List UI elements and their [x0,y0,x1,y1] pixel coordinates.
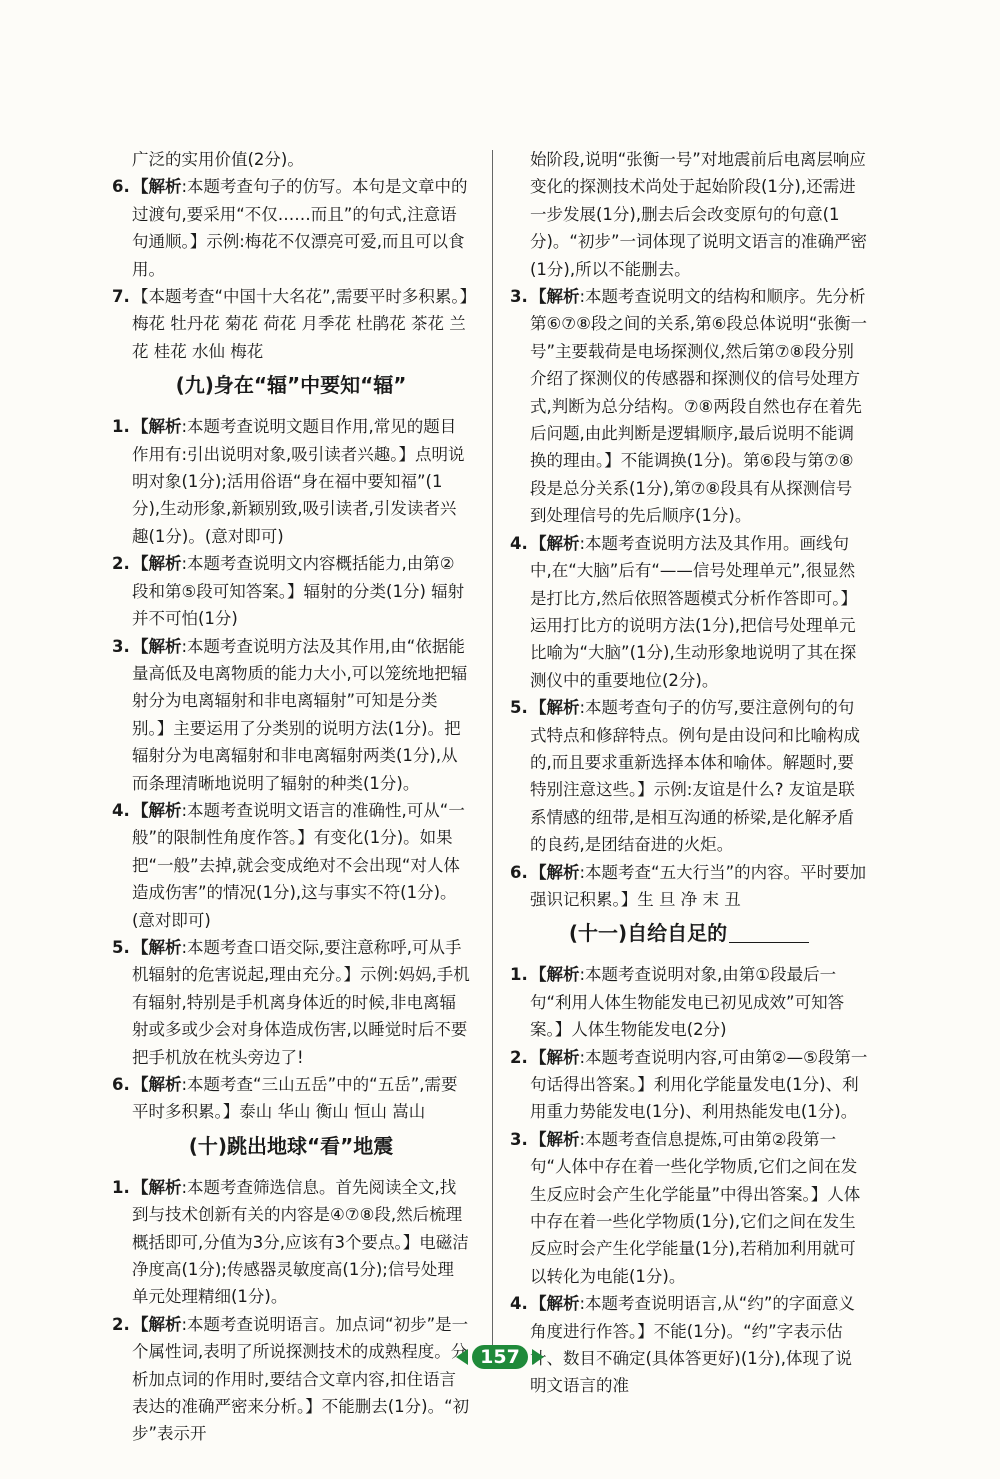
item-body: :本题考查说明文语言的准确性,可从“一般”的限制性角度作答。】有变化(1分)。如果把“一般”去掉,就会变成绝对不会出现“对人体造成伤害”的情况(1分),这与事实不符(1分)。(意对即可) [132,800,465,930]
item-body: :本题考查句子的仿写。本句是文章中的过渡句,要采用“不仅……而且”的句式,注意语句通顺。】示例:梅花不仅漂亮可爱,而且可以食用。 [132,177,468,279]
item-lead: 【解析 [530,698,580,718]
item-number: 4. [510,533,528,553]
answer-item [112,283,470,365]
item-body: :本题考查信息提炼,可由第②段第一句“人体中存在着一些化学物质,它们之间在发生反应时会产生化学能量”中得出答案。】人体中存在着一些化学物质(1分),它们之间在发生反应时会产生化学能量(1分),若稍加利用就可以转化为电能(1分)。 [530,1129,861,1286]
right-column [510,146,868,1400]
item-number: 3. [510,1129,528,1149]
item-number: 6. [112,177,130,197]
section-title-10: (十)跳出地球“看”地震 [188,1133,394,1158]
item-number: 7. [112,287,130,307]
answer-item [112,550,470,632]
item-body: :本题考查说明内容,可由第②—⑤段第一句话得出答案。】利用化学能量发电(1分)、利用重力势能发电(1分)、利用热能发电(1分)。 [530,1047,868,1122]
answer-item [112,173,470,283]
item-body: :本题考查说明文内容概括能力,由第②段和第⑤段可知答案。】辐射的分类(1分) 辐射并不可怕(1分) [132,554,465,629]
item-body: :本题考查筛选信息。首先阅读全文,找到与技术创新有关的内容是④⑦⑧段,然后梳理概括即可,分值为3分,应该有3个要点。】电磁洁净度高(1分);传感器灵敏度高(1分);信号处理单元处理精细(1分)。 [132,1177,469,1307]
item-body: :本题考查口语交际,要注意称呼,可从手机辐射的危害说起,理由充分。】示例:妈妈,手机有辐射,特别是手机离身体近的时候,非电离辐射或多或少会对身体造成伤害,以睡觉时后不要把手机放在枕头旁边了! [132,937,470,1067]
item-number: 6. [510,862,528,882]
answer-item [112,1174,470,1311]
answer-item [510,1126,868,1290]
item-number: 5. [510,698,528,718]
answer-item [112,1071,470,1126]
item-body: :本题考查“三山五岳”中的“五岳”,需要平时多积累。】泰山 华山 衡山 恒山 嵩山 [132,1075,458,1122]
item-body: :本题考查说明方法及其作用。画线句中,在“大脑”后有“——信号处理单元”,很显然是打比方,然后依照答题模式分析作答即可。】运用打比方的说明方法(1分),把信号处理单元比喻为“大脑”(1分),生动形象地说明了其在探测仪中的重要地位(2分)。 [530,533,857,690]
item-lead: 【解析 [132,1314,182,1334]
continued-text: 始阶段,说明“张衡一号”对地震前后电离层响应变化的探测技术尚处于起始阶段(1分),还需进一步发展(1分),删去后会改变原句的句意(1分)。“初步”一词体现了说明文语言的准确严密(1分),所以不能删去。 [530,150,868,279]
answer-item [112,797,470,934]
page-number: 157 [472,1345,528,1369]
item-number: 4. [510,1294,528,1314]
item-number: 6. [112,1075,130,1094]
item-lead: 【解析 [132,1075,182,1094]
item-number: 2. [112,554,130,574]
item-body: 【本题考查“中国十大名花”,需要平时多积累。】梅花 牡丹花 菊花 荷花 月季花 杜鹃花 茶花 兰花 桂花 水仙 梅花 [132,287,468,361]
item-number: 4. [112,800,130,820]
answer-item [510,694,868,858]
item-lead: 【解析 [132,554,182,574]
item-lead: 【解析 [132,177,182,197]
item-number: 1. [112,1177,130,1197]
item-lead: 【解析 [530,287,580,307]
answer-item [112,1311,470,1448]
item-number: 3. [112,636,130,656]
item-number: 3. [510,287,528,307]
column-divider [492,150,493,1350]
section-title-11: (十一)自给自足的 [510,919,868,947]
item-lead: 【解析 [132,937,182,957]
answer-item [112,934,470,1071]
answer-item [510,530,868,694]
answer-item [112,413,470,550]
item-body: :本题考查说明对象,由第①段最后一句“利用人体生物能发电已初见成效”可知答案。】人体生物能发电(2分) [530,965,845,1040]
answer-item [510,961,868,1043]
item-lead: 【解析 [530,1047,580,1067]
page-number-badge [448,1343,552,1371]
item-body: :本题考查句子的仿写,要注意例句的句式特点和修辞特点。例句是由设问和比喻构成的,而且要求重新选择本体和喻体。解题时,要特别注意这些。】示例:友谊是什么? 友谊是联系情感的纽带,是相互沟通的桥梁,是化解矛盾的良药,是团结奋进的火炬。 [530,698,860,855]
item-body: :本题考查说明方法及其作用,由“依据能量高低及电离物质的能力大小,可以笼统地把辐射分为电离辐射和非电离辐射”可知是分类别。】主要运用了分类别的说明方法(1分)。把辐射分为电离辐射和非电离辐射两类(1分),从而条理清晰地说明了辐射的种类(1分)。 [132,636,468,793]
item-body: :本题考查说明文的结构和顺序。先分析第⑥⑦⑧段之间的关系,第⑥段总体说明“张衡一号”主要载荷是电场探测仪,然后第⑦⑧段分别介绍了探测仪的传感器和探测仪的信号处理方式,判断为总分结构。⑦⑧两段自然也存在着先后问题,由此判断是逻辑顺序,最后说明不能调换的理由。】不能调换(1分)。第⑥段与第⑦⑧段是总分关系(1分),第⑦⑧段具有从探测信号到处理信号的先后顺序(1分)。 [530,287,867,526]
item-number: 5. [112,937,130,957]
answer-item [510,1044,868,1126]
item-lead: 【解析 [132,800,182,820]
triangle-left-icon [456,1349,468,1365]
item-number: 1. [112,417,130,437]
item-body: :本题考查说明语言,从“约”的字面意义角度进行作答。】不能(1分)。“约”字表示估计、数目不确定(具体答更好)(1分),体现了说明文语言的准 [530,1294,855,1396]
item-lead: 【解析 [530,862,580,882]
left-column [112,146,470,1448]
answer-item [112,633,470,797]
item-lead: 【解析 [132,636,182,656]
item-lead: 【解析 [132,1177,182,1197]
answer-item [510,859,868,914]
answer-item [510,1290,868,1400]
item-lead: 【解析 [530,965,580,985]
answer-item [510,283,868,530]
item-lead: 【解析 [530,1294,580,1314]
triangle-right-icon [532,1349,544,1365]
item-number: 2. [112,1314,130,1334]
section-title-9: (九)身在“辐”中要知“辐” [175,373,407,398]
item-body: :本题考查说明文题目作用,常见的题目作用有:引出说明对象,吸引读者兴趣。】点明说明对象(1分);活用俗语“身在福中要知福”(1分),生动形象,新颖别致,吸引读者,引发读者兴趣(1分)。(意对即可) [132,417,465,546]
item-lead: 【解析 [530,533,580,553]
item-body: :本题考查“五大行当”的内容。平时要加强识记积累。】生 旦 净 末 丑 [530,862,867,909]
item-body: :本题考查说明语言。加点词“初步”是一个属性词,表明了所说探测技术的成熟程度。分析加点词的作用时,要结合文章内容,扣住语言表达的准确严密来分析。】不能删去(1分)。“初步”表示开 [132,1314,470,1444]
item-lead: 【解析 [132,417,182,437]
item-number: 2. [510,1047,528,1067]
continued-text: 广泛的实用价值(2分)。 [132,150,304,169]
item-number: 1. [510,965,528,985]
item-lead: 【解析 [530,1129,580,1149]
